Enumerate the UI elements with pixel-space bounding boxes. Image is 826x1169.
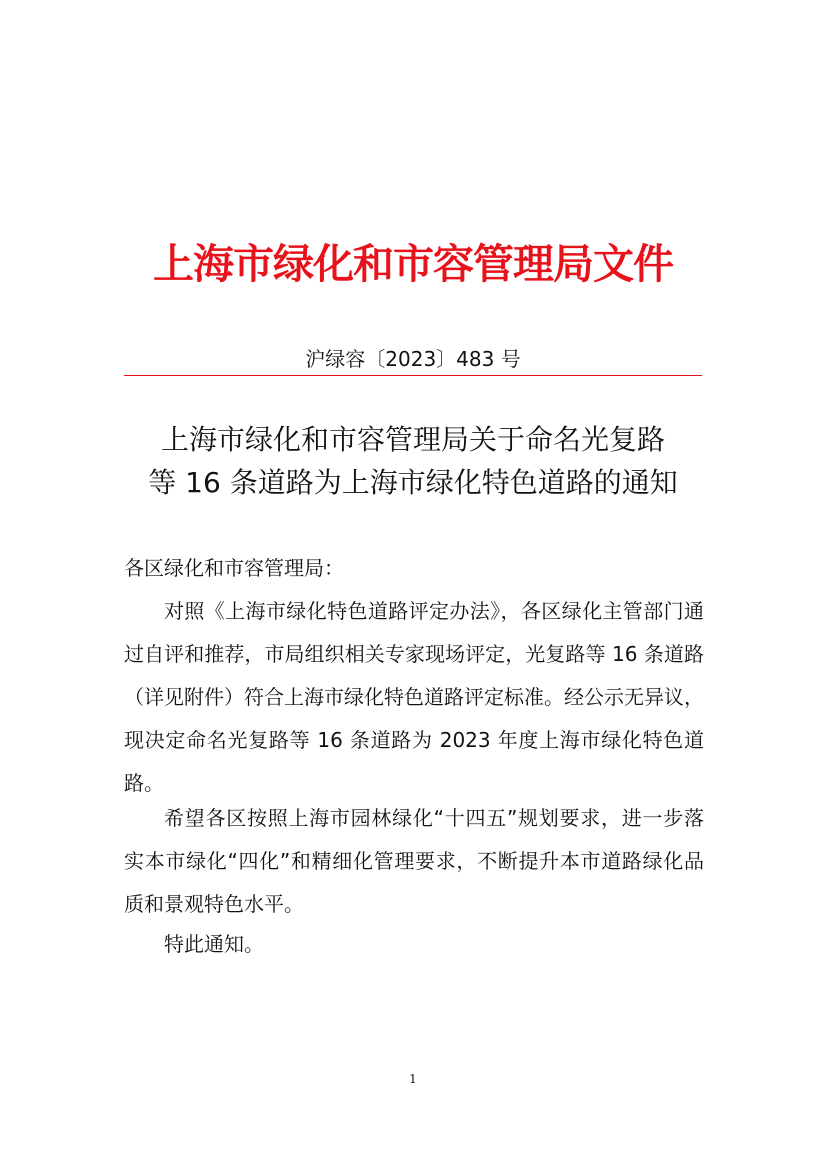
header-divider [124,375,702,376]
body-paragraph-3: 特此通知。 [164,932,264,956]
document-header-title: 上海市绿化和市容管理局文件 [153,240,673,288]
page-number: 1 [409,1072,417,1086]
document-number: 沪绿容〔2023〕483 号 [305,347,521,371]
body-paragraph-2: 希望各区按照上海市园林绿化“十四五”规划要求，进一步落实本市绿化“四化”和精细化管理要求，不断提升本市道路绿化品质和景观特色水平。 [124,806,704,916]
notice-title [110,418,716,504]
addressee: 各区绿化和市容管理局： [124,556,344,580]
notice-title-line-1: 上海市绿化和市容管理局关于命名光复路 [160,423,665,456]
body-paragraph-1: 对照《上海市绿化特色道路评定办法》，各区绿化主管部门通过自评和推荐，市局组织相关专家现场评定，光复路等 16 条道路（详见附件）符合上海市绿化特色道路评定标准。经公示无异议，现决定命名光复路等 16 条道路为 2023 年度上海市绿化特色道路。 [124,599,704,795]
notice-title-line-2: 等 16 条道路为上海市绿化特色道路的通知 [148,466,678,499]
